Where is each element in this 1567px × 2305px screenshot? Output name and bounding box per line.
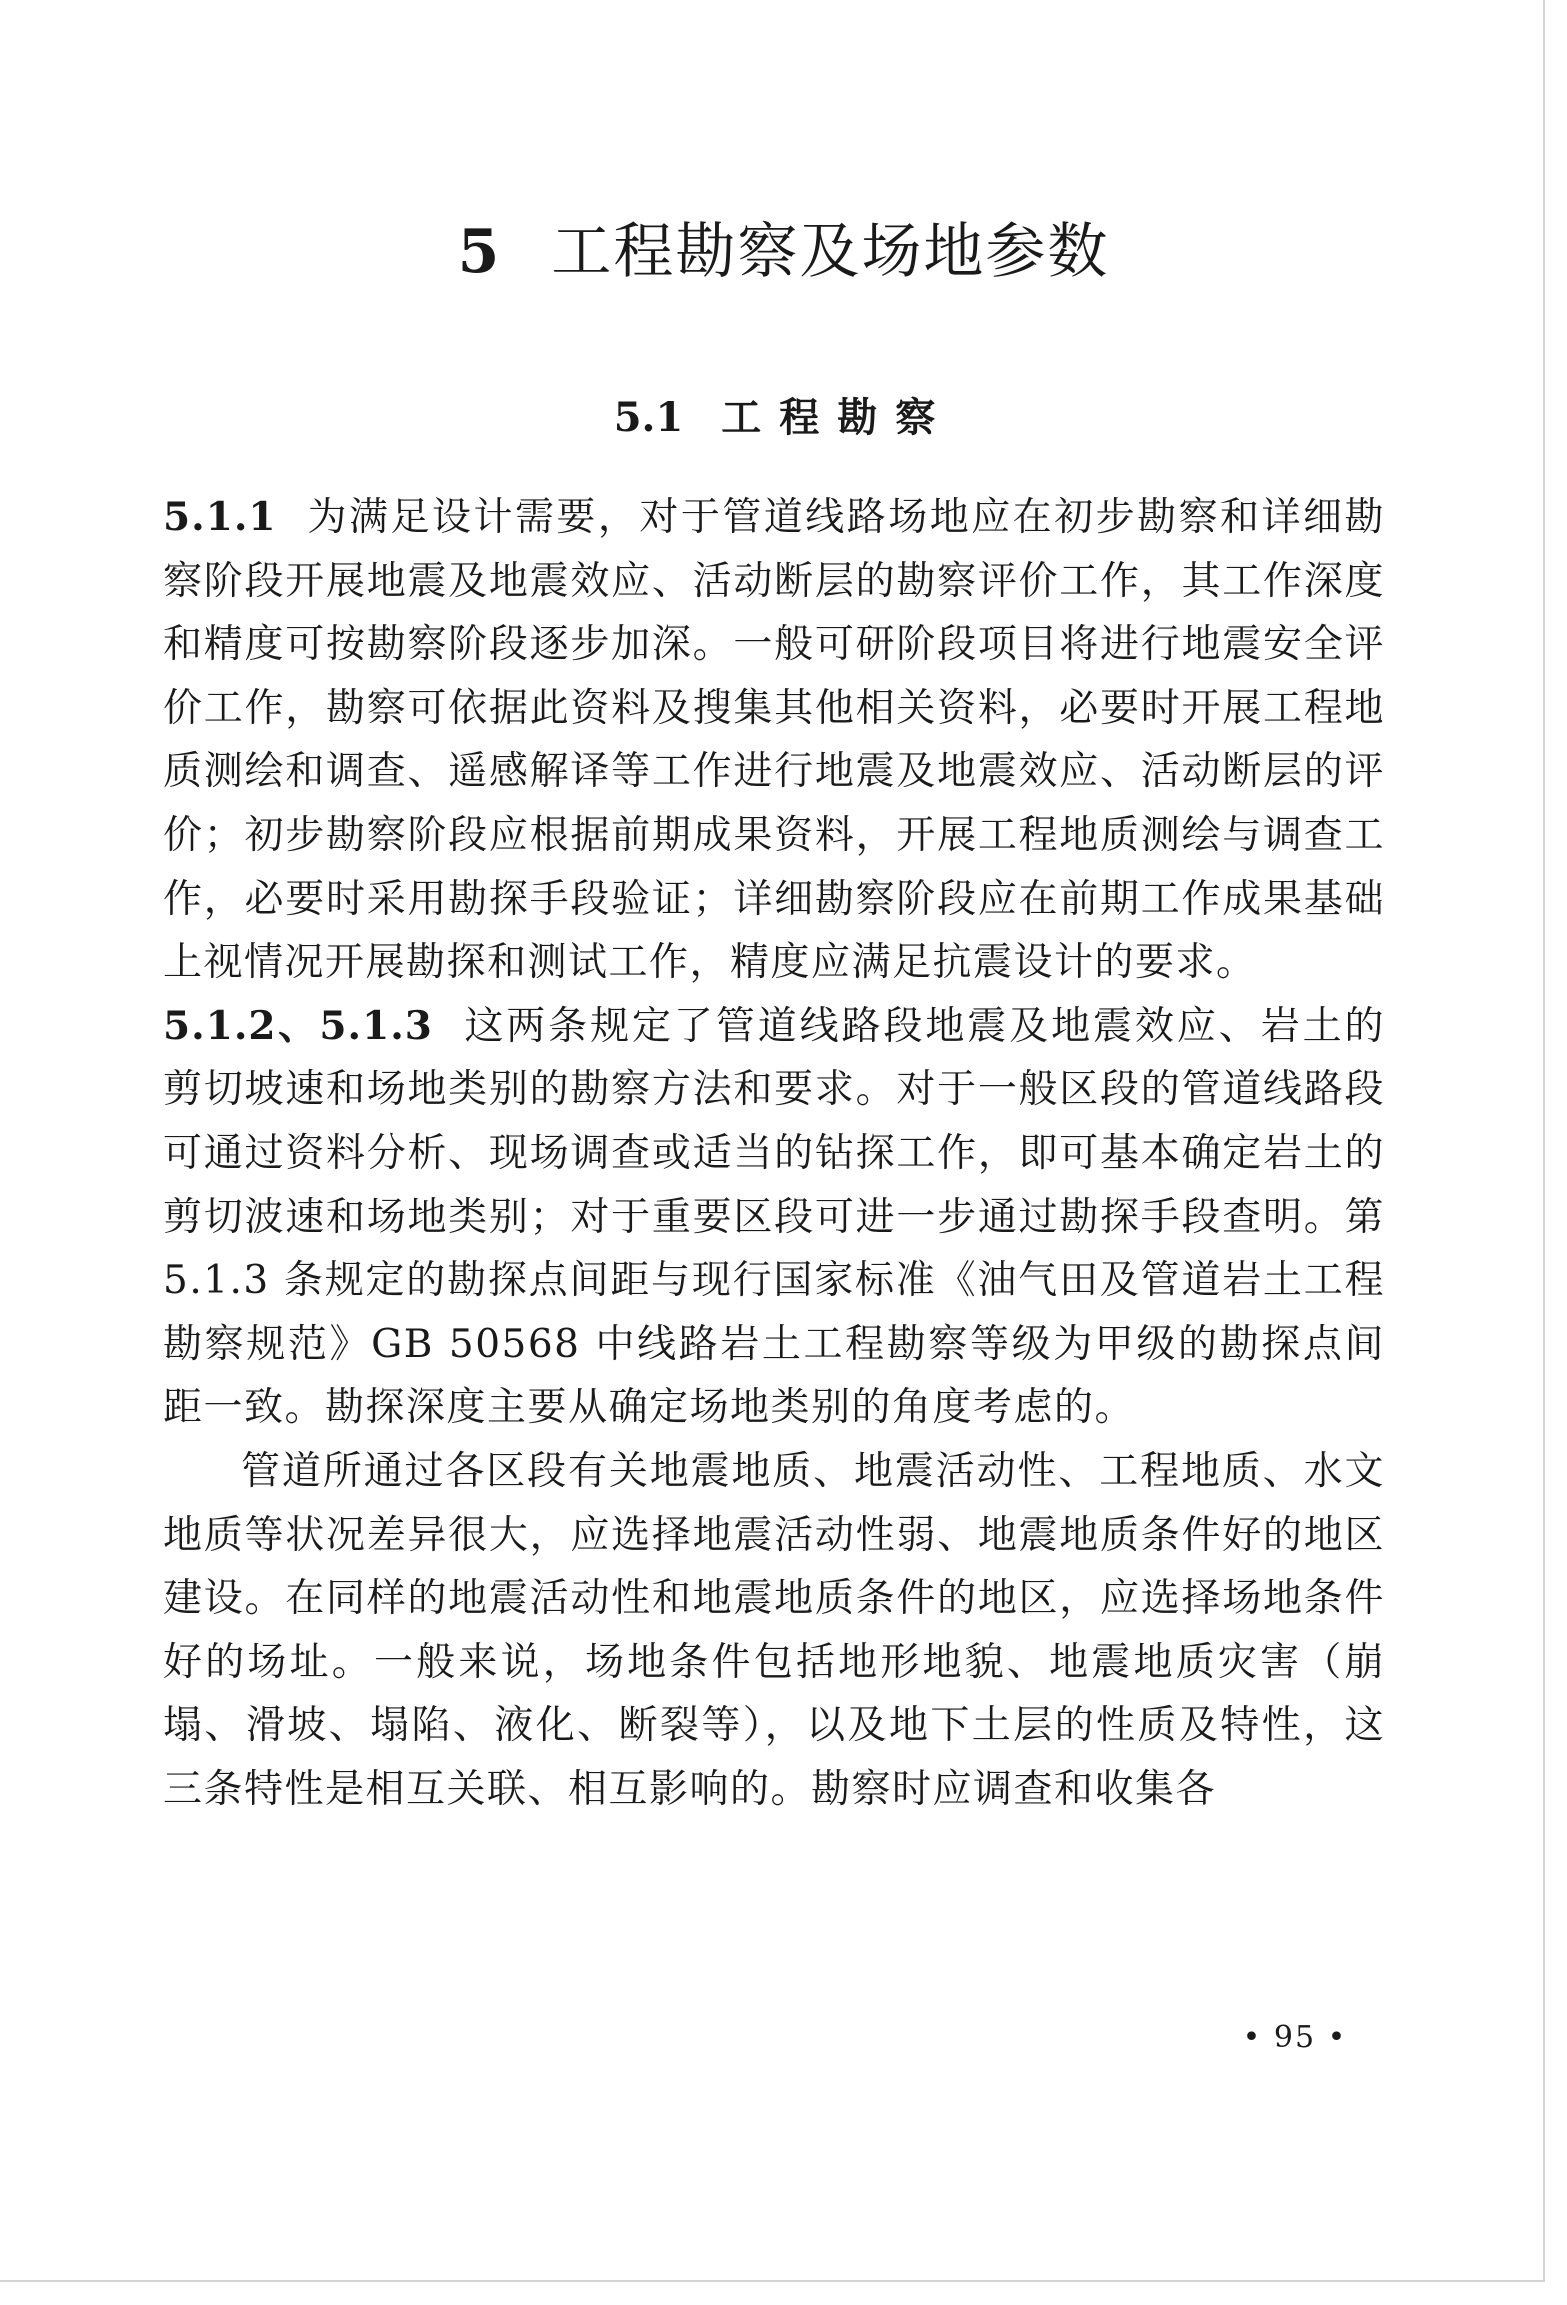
chapter-number: 5: [457, 217, 502, 287]
page-edge-right: [1543, 0, 1545, 2282]
paragraph-text: 为满足设计需要，对于管道线路场地应在初步勘察和详细勘察阶段开展地震及地震效应、活动断层的勘察评价工作，其工作深度和精度可按勘察阶段逐步加深。一般可研阶段项目将进行地震安全评价工作，勘察可依据此资料及搜集其他相关资料，必要时开展工程地质测绘和调查、遥感解译等工作进行地震及地震效应、活动断层的评价；初步勘察阶段应根据前期成果资料，开展工程地质测绘与调查工作，必要时采用勘探手段验证；详细勘察阶段应在前期工作成果基础上视情况开展勘探和测试工作，精度应满足抗震设计的要求。: [163, 495, 1385, 986]
paragraph-text: 这两条规定了管道线路段地震及地震效应、岩土的剪切坡速和场地类别的勘察方法和要求。对于一般区段的管道线路段可通过资料分析、现场调查或适当的钻探工作，即可基本确定岩土的剪切波速和场地类别；对于重要区段可进一步通过勘探手段查明。第 5.1.3 条规定的勘探点间距与现行国家标准《油气田及管道岩土工程勘察规范》GB 50568 中线路岩土工程勘察等级为甲级的勘探点间距一致。勘探深度主要从确定场地类别的角度考虑的。: [163, 1003, 1385, 1431]
paragraph-text: 管道所通过各区段有关地震地质、地震活动性、工程地质、水文地质等状况差异很大，应选择地震活动性弱、地震地质条件好的地区建设。在同样的地震活动性和地震地质条件的地区，应选择场地条件好的场址。一般来说，场地条件包括地形地貌、地震地质灾害（崩塌、滑坡、塌陷、液化、断裂等），以及地下土层的性质及特性，这三条特性是相互关联、相互影响的。勘察时应调查和收集各: [163, 1448, 1385, 1812]
paragraph-continuation: [163, 1440, 1385, 1822]
page-edge-bottom: [0, 2280, 1545, 2282]
section-title-text: 工程勘察: [721, 394, 954, 441]
paragraph-5-1-1: [163, 486, 1385, 995]
section-number: 5.1: [613, 394, 684, 441]
clause-number: 5.1.2、5.1.3: [163, 1002, 433, 1049]
page-number: • 95 •: [1242, 2020, 1348, 2055]
section-title: [0, 390, 1567, 446]
chapter-title: [0, 212, 1567, 292]
body-text: [163, 486, 1385, 1821]
paragraph-5-1-2-5-1-3: [163, 995, 1385, 1440]
chapter-title-text: 工程勘察及场地参数: [551, 217, 1110, 287]
clause-number: 5.1.1: [163, 494, 277, 540]
